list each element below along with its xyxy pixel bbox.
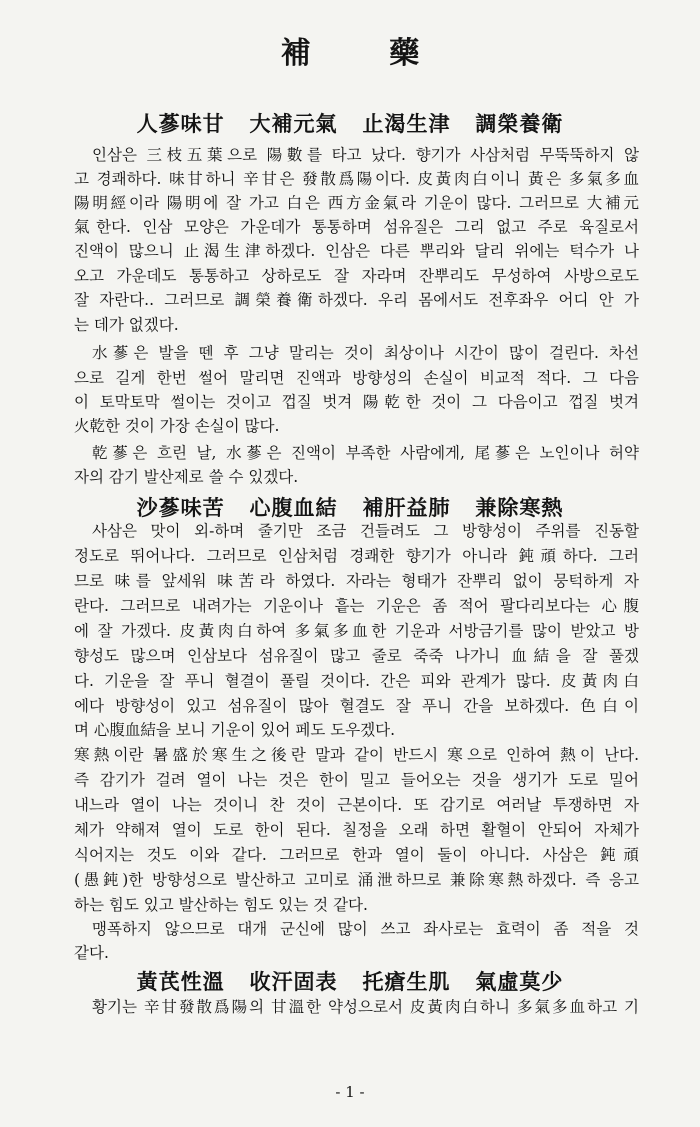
text-line: 에다 방향성이 있고 섬유질이 많아 혈결도 잘 푸니 간을 보하겠다. 色白이: [74, 697, 639, 715]
text-line: 하는 힘도 있고 발산하는 힘도 있는 것 같다.: [74, 896, 368, 914]
text-line: 오고 가운데도 통통하고 상하로도 잘 자라며 잔뿌리도 무성하여 사방으로도: [74, 267, 639, 285]
text-line: 水蔘은 발을 뗀 후 그냥 말리는 것이 최상이나 시간이 많이 걸린다. 차선: [92, 344, 639, 362]
text-line: 는 데가 없겠다.: [74, 316, 179, 334]
text-line: 같다.: [74, 944, 109, 962]
text-line: 陽明經이라 陽明에 잘 가고 白은 西方金氣라 기운이 많다. 그러므로 大補元: [74, 194, 639, 212]
text-line: 진액이 많으니 止渴生津하겠다. 인삼은 다른 뿌리와 달리 위에는 턱수가 나: [74, 242, 639, 260]
page-number: - 1 -: [335, 1083, 365, 1101]
text-line: 에 잘 가겠다. 皮黃肉白하여 多氣多血한 기운과 서방금기를 많이 받았고 방: [74, 622, 639, 640]
text-line: 사삼은 맛이 외-하며 줄기만 조금 건들려도 그 방향성이 주위를 진동할: [92, 522, 639, 540]
text-line: 寒熱이란 暑盛於寒生之後란 말과 같이 반드시 寒으로 인하여 熱이 난다.: [74, 746, 639, 764]
section-heading-sasam: 沙蔘味苦 心腹血結 補肝益肺 兼除寒熱: [136, 495, 564, 520]
text-line: 자의 감기 발산제로 쓸 수 있겠다.: [74, 468, 299, 486]
text-line: 며 心腹血結을 보니 기운이 있어 페도 도우겠다.: [74, 721, 396, 739]
text-line: 정도로 뛰어나다. 그러므로 인삼처럼 경쾌한 향기가 아니라 鈍頑하다. 그러: [74, 547, 639, 565]
text-line: 乾蔘은 흐린 날, 水蔘은 진액이 부족한 사람에게, 尾蔘은 노인이나 허약: [92, 444, 639, 462]
text-line: 즉 감기가 걸려 열이 나는 것은 한이 밀고 들어오는 것을 생기가 도로 밀어: [74, 771, 639, 789]
text-line: 다. 기운을 잘 푸니 혈결이 풀릴 것이다. 간은 피와 관계가 많다. 皮黃肉白: [74, 672, 639, 690]
page-title: 補 藥: [280, 36, 454, 71]
text-line: 란다. 그러므로 내려가는 기운이나 흩는 기운은 좀 적어 팔다리보다는 心腹: [74, 597, 639, 615]
text-line: 내느라 열이 나는 것이니 찬 것이 근본이다. 또 감기로 여러날 투쟁하면 자: [74, 796, 639, 814]
text-line: 이 토막토막 썰이는 것이고 껍질 벗겨 陽乾한 것이 그 다음이고 껍질 벗겨: [74, 393, 639, 411]
text-line: 으로 길게 한번 썰어 말리면 진액과 방향성의 손실이 비교적 적다. 그 다음: [74, 369, 639, 387]
section-heading-ginseng: 人蔘味甘 大補元氣 止渴生津 調榮養衛: [136, 111, 564, 136]
text-line: 맹폭하지 않으므로 대개 군신에 많이 쓰고 좌사로는 효력이 좀 적을 것: [92, 920, 639, 938]
text-line: (愚鈍)한 방향성으로 발산하고 고미로 涌泄하므로 兼除寒熱하겠다. 즉 응고: [74, 871, 639, 889]
text-line: 인삼은 三枝五葉으로 陽數를 타고 났다. 향기가 사삼처럼 무뚝뚝하지 않: [92, 146, 639, 164]
section-heading-astragalus: 黃芪性溫 收汗固表 托瘡生肌 氣虛莫少: [136, 969, 564, 994]
text-line: 황기는 辛甘發散爲陽의 甘溫한 약성으로서 皮黃肉白하니 多氣多血하고 기: [92, 998, 639, 1016]
text-line: 氣한다. 인삼 모양은 가운데가 통통하며 섬유질은 그리 없고 주로 육질로서: [74, 218, 639, 236]
text-line: 체가 약해져 열이 도로 한이 된다. 칠정을 오래 하면 활혈이 안되어 자체가: [74, 821, 639, 839]
text-line: 므로 味를 앞세워 味苦라 하였다. 자라는 형태가 잔뿌리 없이 뭉턱하게 자: [74, 572, 639, 590]
text-line: 식어지는 것도 이와 같다. 그러므로 한과 열이 둘이 아니다. 사삼은 鈍頑: [74, 846, 639, 864]
text-line: 火乾한 것이 가장 손실이 많다.: [74, 417, 280, 435]
text-line: 고 경쾌하다. 味甘하니 辛甘은 發散爲陽이다. 皮黃肉白이니 黃은 多氣多血: [74, 170, 639, 188]
text-line: 잘 자란다.. 그러므로 調榮養衛하겠다. 우리 몸에서도 전후좌우 어디 안 가: [74, 291, 639, 309]
text-line: 향성도 많으며 인삼보다 섬유질이 많고 줄로 죽죽 나가니 血結을 잘 풀겠: [74, 647, 639, 665]
